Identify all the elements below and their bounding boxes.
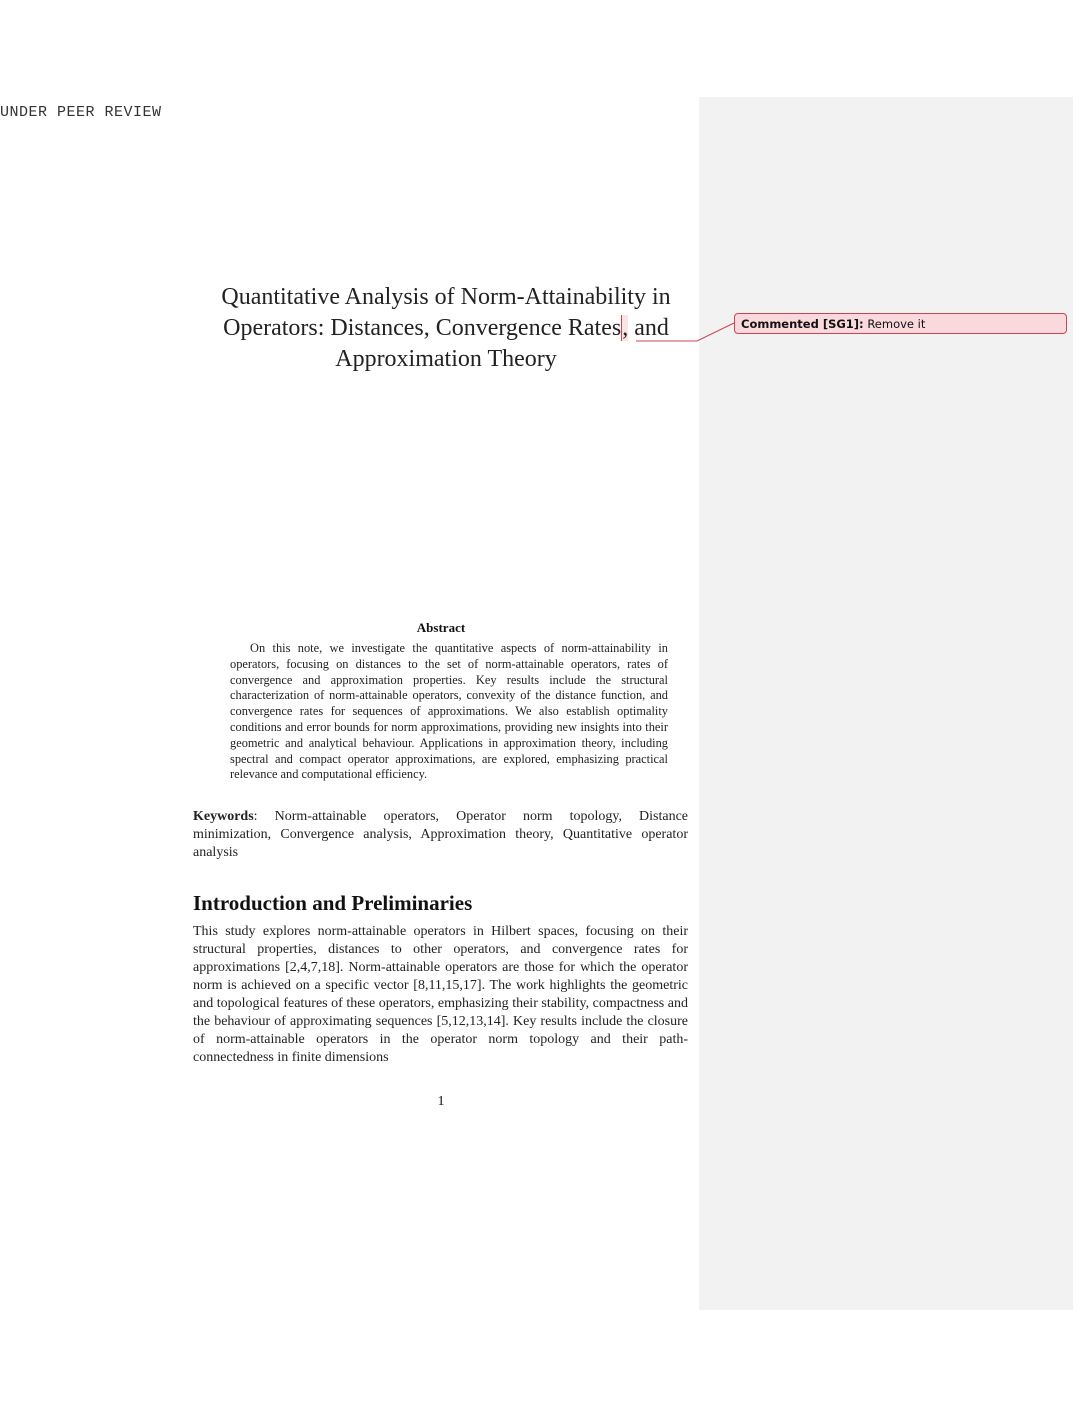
comment-label: Commented [SG1]: <box>741 317 864 331</box>
watermark-under-peer-review: UNDER PEER REVIEW <box>0 104 162 121</box>
title-part-2: and Approximation Theory <box>335 315 669 372</box>
keywords-paragraph <box>193 808 688 862</box>
commented-text-highlight[interactable]: , <box>622 315 629 341</box>
page-number: 1 <box>437 1094 445 1109</box>
introduction-paragraph: This study explores norm-attainable operators in Hilbert spaces, focusing on their structural properties, distances to other operators, and convergence rates for approximations [2,4,7,18]. Norm-attainable operators are those for which the operator norm is achieved on a specific vector [8,11,15,17]. The work highlights the geometric and topological features of these operators, emphasizing their stability, compactness and the behaviour of approximating sequences [5,12,13,14]. Key results include the closure of norm-attainable operators in the operator norm topology and their path-connectedness in finite dimensions <box>193 924 688 1065</box>
keywords-text: : Norm-attainable operators, Operator norm topology, Distance minimization, Convergence analysis, Approximation theory, Quantitative operator analysis <box>193 809 688 860</box>
section-heading-introduction: Introduction and Preliminaries <box>193 891 473 915</box>
title-part-1: Quantitative Analysis of Norm-Attainability in Operators: Distances, Convergence Rates <box>221 284 671 341</box>
abstract-heading: Abstract <box>416 620 466 635</box>
comment-text: Remove it <box>867 317 926 331</box>
comment-balloon[interactable] <box>734 313 1067 334</box>
keywords-label: Keywords <box>193 809 254 824</box>
abstract-body: On this note, we investigate the quantitative aspects of norm-attainability in operators, focusing on distances to the set of norm-attainable operators, rates of convergence and approximation properties. Key results include the structural characterization of norm-attainable operators, convexity of the distance function, and convergence rates for sequences of approximations. We also establish optimality conditions and error bounds for norm approximations, providing new insights into their geometric and analytical behaviour. Applications in approximation theory, including spectral and compact operator approximations, are explored, emphasizing practical relevance and computational efficiency. <box>230 641 668 782</box>
paper-title <box>196 282 696 375</box>
